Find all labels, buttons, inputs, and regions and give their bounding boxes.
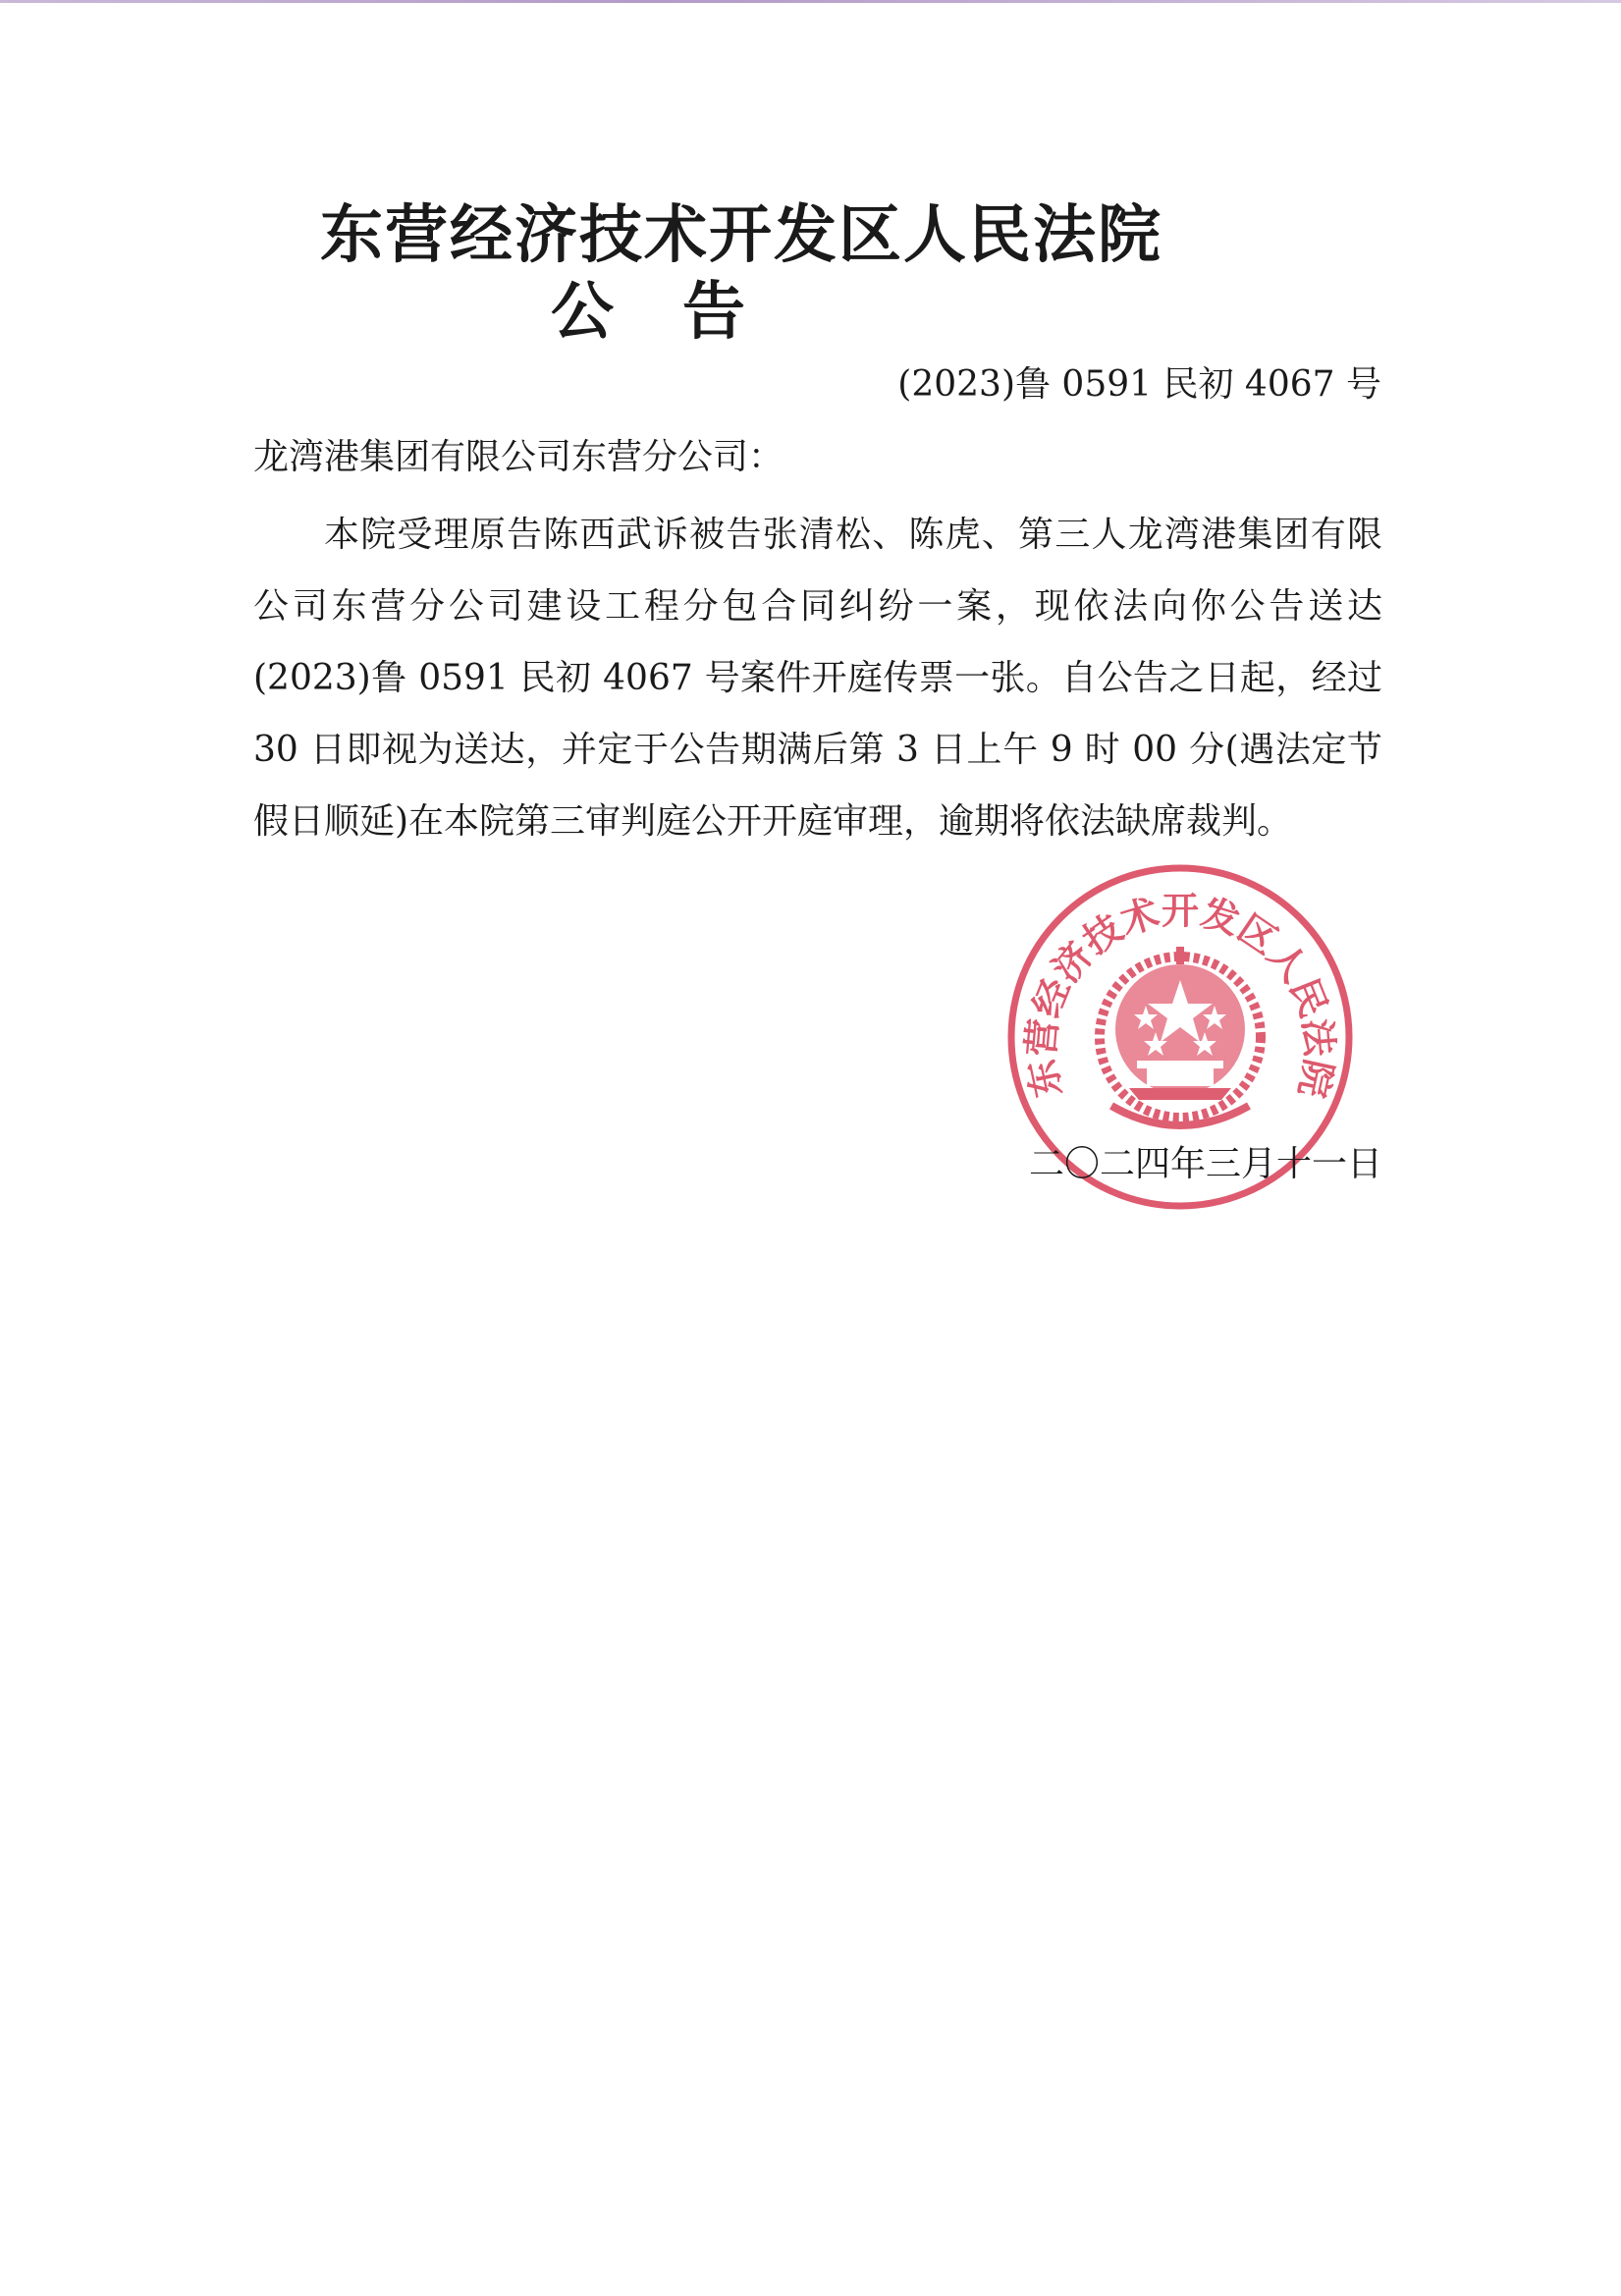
- addressee: 龙湾港集团有限公司东营分公司：: [253, 437, 784, 477]
- notice-body: 本院受理原告陈西武诉被告张清松、陈虎、第三人龙湾港集团有限公司东营分公司建设工程分包合同纠纷一案，现依法向你公告送达(2023)鲁 0591 民初 4067 号案件开庭传票一张。自公告之日起，经过 30 日即视为送达，并定于公告期满后第 3 日上午 9 时 00 分(遇法定节假日顺延)在本院第三审判庭公开开庭审理，逾期将依法缺席裁判。: [253, 515, 1382, 842]
- case-number: (2023)鲁 0591 民初 4067 号: [897, 364, 1381, 405]
- notice-date: 二〇二四年三月十一日: [1028, 1144, 1382, 1184]
- notice-heading: 公告: [551, 275, 814, 349]
- court-name-title: 东营经济技术开发区人民法院: [320, 198, 1162, 272]
- scan-top-edge: [0, 0, 1621, 3]
- seal-text: 东营经济技术开发区人民法院: [1017, 888, 1343, 1102]
